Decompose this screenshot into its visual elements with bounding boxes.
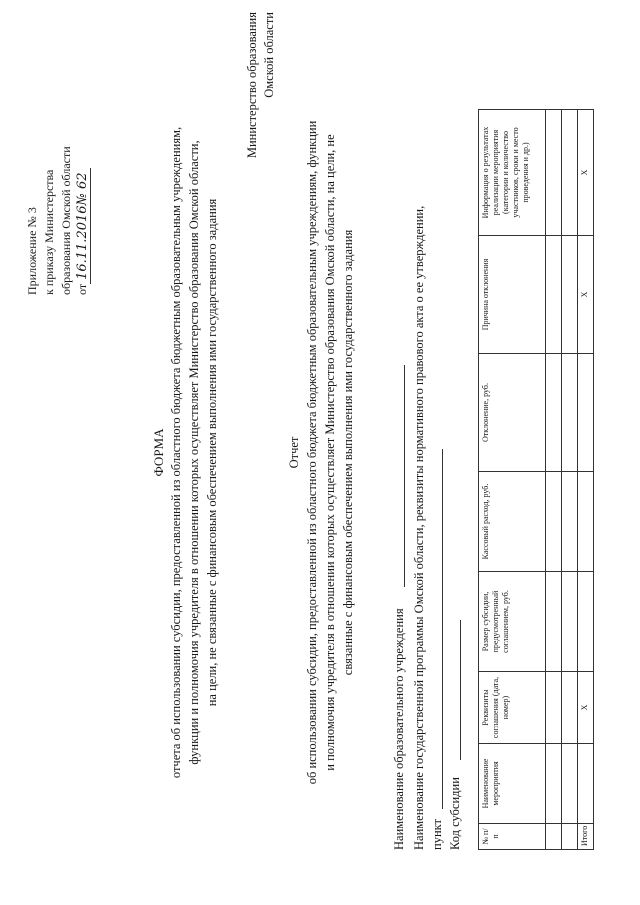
table-cell xyxy=(578,354,594,472)
table-total-row xyxy=(578,110,594,850)
table-cell xyxy=(578,472,594,572)
table-cell xyxy=(562,672,578,744)
ministry-line-2: Омской области xyxy=(262,12,276,98)
table-cell: X xyxy=(578,672,594,744)
table-cell xyxy=(546,824,562,850)
total-label: Итого xyxy=(578,824,594,850)
col-header-agreement: Реквизиты соглашения (дата, номер) xyxy=(479,672,546,744)
table-cell xyxy=(546,236,562,354)
table-cell xyxy=(562,824,578,850)
table-row xyxy=(546,110,562,850)
subsidy-report-table xyxy=(478,109,594,850)
report-title-line-3: связанные с финансовым обеспечением выполнения ими государственного задания xyxy=(341,229,355,676)
col-header-deviation-reason: Причина отклонения xyxy=(479,236,546,354)
report-title-line-2: и полномочия учредителя в отношении которых осуществляет Министерство образования Омской области, на цели, не xyxy=(323,134,337,771)
field-institution-line xyxy=(404,365,405,587)
table-cell xyxy=(546,354,562,472)
table-header-row xyxy=(479,110,546,850)
report-heading: Отчет xyxy=(287,436,301,469)
col-header-number: № п/п xyxy=(479,824,546,850)
appendix-date xyxy=(74,168,91,295)
ministry-line-1: Министерство образования xyxy=(245,12,259,159)
col-header-deviation: Отклонение, руб. xyxy=(479,354,546,472)
field-program-label: Наименование государственной программы Омской области, реквизиты нормативного правового акта о ее утверждении, xyxy=(412,205,426,850)
table-cell xyxy=(546,472,562,572)
appendix-order: к приказу Министерства xyxy=(42,169,56,295)
table-row xyxy=(562,110,578,850)
form-heading: ФОРМА xyxy=(151,428,166,477)
table-cell xyxy=(578,744,594,824)
table-cell xyxy=(546,110,562,236)
field-program-cont: пункт xyxy=(430,819,444,850)
report-title-line-1: об использовании субсидии, предоставленной из областного бюджета бюджетным образовательным учреждениям, функции xyxy=(305,120,319,785)
form-title-line-3: на цели, не связанные с финансовым обеспечением выполнения ими государственного задания xyxy=(205,198,219,707)
appendix-date-prefix: от xyxy=(75,283,89,295)
table-cell xyxy=(546,572,562,672)
table-cell xyxy=(562,572,578,672)
table-cell xyxy=(562,744,578,824)
form-title-line-2: функции и полномочия учредителя в отношении которых осуществляет Министерство образования Омской области, xyxy=(187,140,201,765)
col-header-cash-expense: Кассовый расход, руб. xyxy=(479,472,546,572)
field-subsidy-code-label: Код субсидии xyxy=(448,777,462,850)
table-cell xyxy=(546,744,562,824)
appendix-number: Приложение № 3 xyxy=(25,207,39,295)
field-institution-label: Наименование образовательного учреждения xyxy=(392,608,406,850)
table-cell xyxy=(562,354,578,472)
field-program-line xyxy=(442,449,443,809)
table-cell xyxy=(562,472,578,572)
col-header-subsidy-amount: Размер субсидии, предусмотренный соглашением, руб. xyxy=(479,572,546,672)
table-cell xyxy=(546,672,562,744)
appendix-ministry: образования Омской области xyxy=(59,146,73,295)
table-cell xyxy=(562,110,578,236)
appendix-date-handwritten: 16.11.2016№ 62 xyxy=(75,168,91,283)
form-title-line-1: отчета об использовании субсидии, предоставленной из областного бюджета бюджетным образовательным учреждениям, xyxy=(169,126,183,779)
table-cell xyxy=(578,572,594,672)
table-cell xyxy=(562,236,578,354)
table-cell: X xyxy=(578,236,594,354)
col-header-results-info: Информация о результатах реализации мероприятия (категории и количество участников, сроки и место проведения и др.) xyxy=(479,110,546,236)
field-subsidy-code-line xyxy=(460,620,461,760)
table-cell: X xyxy=(578,110,594,236)
col-header-activity: Наименование мероприятия xyxy=(479,744,546,824)
